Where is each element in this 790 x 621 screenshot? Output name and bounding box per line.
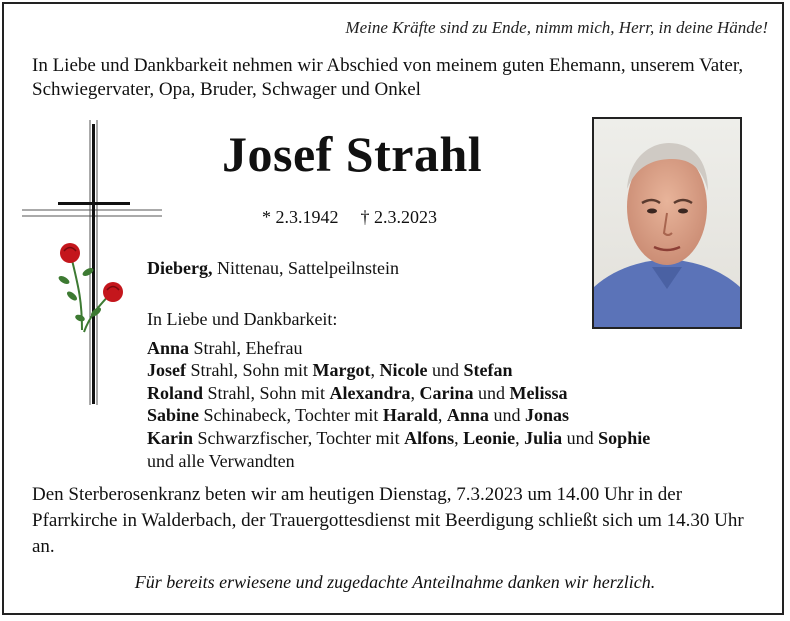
mourners-list [147, 308, 650, 472]
intro-text: In Liebe und Dankbarkeit nehmen wir Abschied von meinem guten Ehemann, unserem Vater, Schwiegervater, Opa, Bruder, Schwager und Onkel [32, 55, 744, 100]
deceased-name: Josef Strahl [222, 126, 483, 182]
mourner-name: Leonie [463, 427, 516, 448]
mourner-name: Nicole [379, 360, 428, 381]
mourner-name: Anna [147, 337, 190, 358]
mourner-text: und [488, 405, 525, 426]
mourner-text: Schwarzfischer, Tochter mit [193, 427, 405, 448]
thanks-text: Für bereits erwiesene und zugedachte Anteilnahme danken wir herzlich. [134, 572, 656, 592]
mourner-name: Harald [382, 405, 438, 426]
mourner-row [147, 404, 650, 427]
mourner-text: , [370, 360, 380, 381]
mourner-name: Josef [147, 360, 186, 381]
mourner-text: , [454, 427, 464, 448]
death-date: † 2.3.2023 [360, 207, 437, 227]
mourner-name: Julia [524, 427, 563, 448]
motto: Meine Kräfte sind zu Ende, nimm mich, Herr, in deine Hände! [345, 18, 768, 37]
mourner-text: , [437, 405, 447, 426]
mourner-name: Karin [147, 427, 194, 448]
mourner-text: und [427, 360, 464, 381]
mourner-text: Strahl, Sohn mit [186, 360, 313, 381]
mourner-row [147, 427, 650, 450]
mourner-text: Strahl, Ehefrau [189, 337, 303, 358]
mourner-name: Carina [419, 382, 474, 403]
life-dates [262, 207, 437, 228]
mourner-text: und [473, 382, 510, 403]
mourner-name: Sophie [598, 427, 651, 448]
mourner-text: , [515, 427, 525, 448]
mourner-text: , [410, 382, 420, 403]
birth-date: * 2.3.1942 [262, 207, 339, 227]
mourner-row [147, 337, 650, 360]
mourner-row [147, 382, 650, 405]
mourner-name: Sabine [147, 405, 200, 426]
mourner-row [147, 359, 650, 382]
place-others: Nittenau, Sattelpeilnstein [212, 258, 399, 278]
mourner-text: Schinabeck, Tochter mit [199, 405, 383, 426]
mourner-name: Stefan [463, 360, 513, 381]
mourner-text: und [562, 427, 599, 448]
places [147, 258, 399, 279]
mourner-text: und alle Verwandten [147, 450, 295, 471]
mourner-name: Anna [446, 405, 489, 426]
mourner-row [147, 450, 650, 473]
place-main: Dieberg, [147, 258, 213, 278]
mourners-heading: In Liebe und Dankbarkeit: [147, 309, 338, 329]
mourner-name: Melissa [509, 382, 568, 403]
mourner-text: Strahl, Sohn mit [203, 382, 330, 403]
portrait-photo [592, 117, 742, 329]
mourner-name: Margot [312, 360, 371, 381]
mourner-name: Roland [147, 382, 204, 403]
mourner-name: Alexandra [329, 382, 411, 403]
mourner-name: Alfons [404, 427, 455, 448]
mourner-name: Jonas [524, 405, 569, 426]
service-text: Den Sterberosenkranz beten wir am heutigen Dienstag, 7.3.2023 um 14.00 Uhr in der Pfarrkirche in Walderbach, der Trauergottesdienst mit Beerdigung schließt sich um 14.30 Uhr an. [32, 484, 744, 557]
